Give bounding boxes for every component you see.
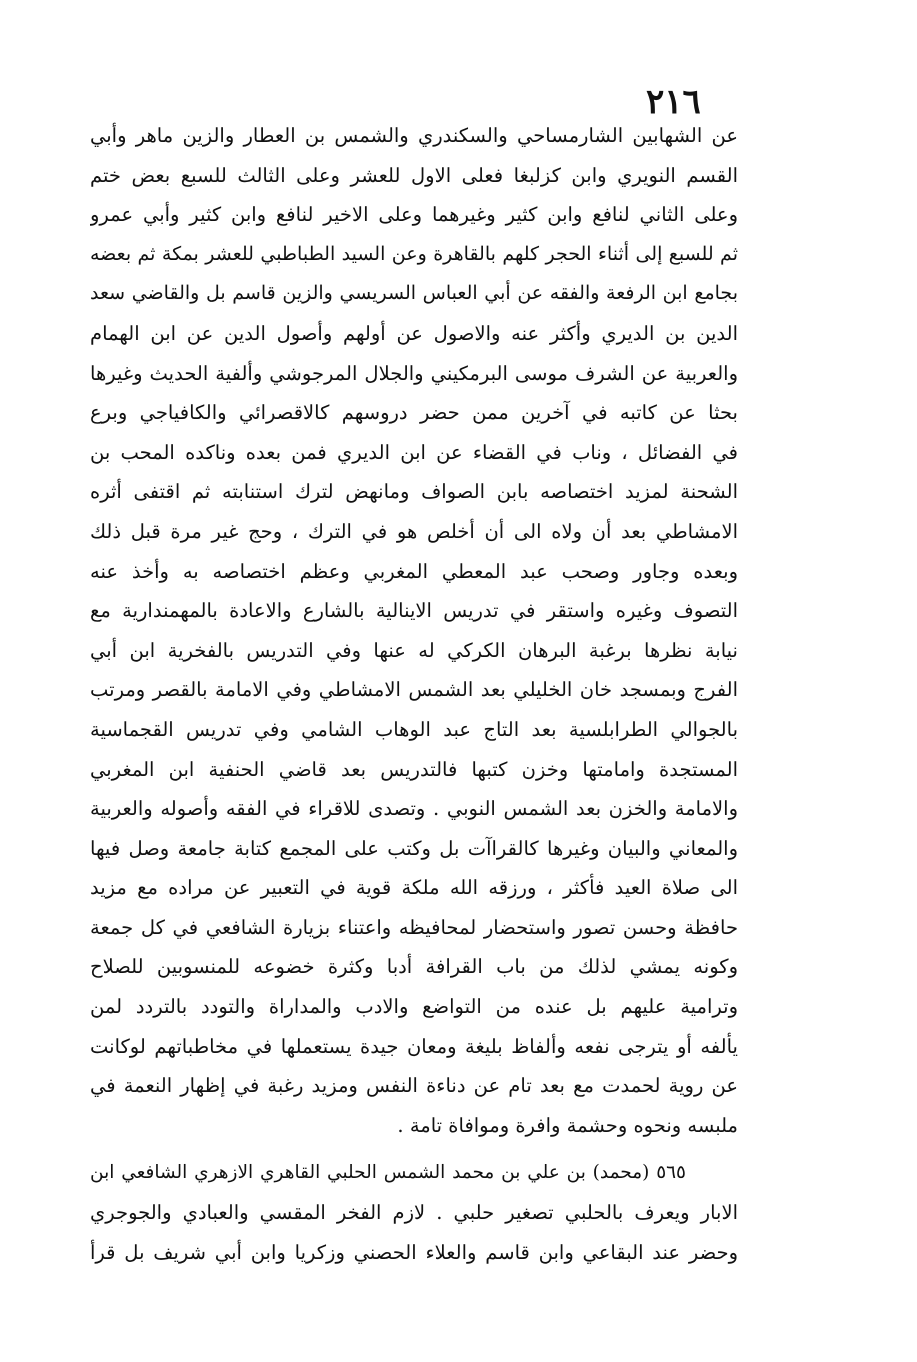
text-line: الشحنة لمزيد اختصاصه بابن الصواف ومانهض لترك استنابته ثم اقتفى أثره xyxy=(90,480,738,504)
text-line: عن روية لحمدت مع بعد تام عن دناءة النفس ومزيد رغبة في إظهار النعمة في xyxy=(90,1074,738,1098)
text-line: بحثا عن كاتبه في آخرين ممن حضر دروسهم كالاقصرائي والكافياجي وبرع xyxy=(90,401,738,425)
body-text xyxy=(90,116,738,1272)
text-line: والمعاني والبيان وغيرها كالقراآت بل وكتب على المجمع كتابة جامعة وصل فيها xyxy=(90,836,738,860)
text-line: وبعده وجاور وصحب عبد المعطي المغربي وعظم اختصاصه به وأخذ عنه xyxy=(90,559,738,583)
text-line: القسم النويري وابن كزلبغا فعلى الاول للعشر وعلى الثالث للسبع بعض ختم xyxy=(90,163,738,187)
text-line: في الفضائل ، وناب في القضاء عن ابن الديري فمن بعده وناكده المحب بن xyxy=(90,440,738,464)
text-line: والامامة والخزن بعد الشمس النوبي . وتصدى للاقراء في الفقه وأصوله والعربية xyxy=(90,797,738,821)
text-line: الامشاطي بعد أن ولاه الى أن أخلص هو في الترك ، وحج غير مرة قبل ذلك xyxy=(90,519,738,543)
text-line: يألفه أو يترجى نفعه وألفاظ بليغة ومعان جيدة يستعملها في مخاطباتهم لوكانت xyxy=(90,1034,738,1058)
text-line: وعلى الثاني لنافع وابن كثير وغيرهما وعلى الاخير لنافع وابن كثير وأبي عمرو xyxy=(90,203,738,227)
text-line: الفرج وبمسجد خان الخليلي بعد الشمس الامشاطي وفي الامامة بالقصر ومرتب xyxy=(90,678,738,702)
text-line: الدين بن الديري وأكثر عنه والاصول عن أولهم وأصول الدين عن ابن الهمام xyxy=(90,321,738,345)
entry-heading-line: ٥٦٥ (محمد) بن علي بن محمد الشمس الحلبي القاهري الازهري الشافعي ابن xyxy=(90,1162,686,1184)
text-line: المستجدة وامامتها وخزن كتبها فالتدريس بعد قاضي الحنفية ابن المغربي xyxy=(90,757,738,781)
text-line: الى صلاة العيد فأكثر ، ورزقه الله ملكة قوية في التعبير عن مراده مع مزيد xyxy=(90,876,738,900)
text-line: والعربية عن الشرف موسى البرمكيني والجلال المرجوشي وألفية الحديث وغيرها xyxy=(90,361,738,385)
text-line: ثم للسبع إلى أثناء الحجر كلهم بالقاهرة وعن السيد الطباطبي للعشر بمكة ثم بعضه xyxy=(90,242,738,265)
paragraph-gap xyxy=(90,1145,738,1153)
text-line: وحضر عند البقاعي وابن قاسم والعلاء الحصني وزكريا وابن أبي شريف بل قرأ xyxy=(90,1240,738,1264)
text-line: التصوف وغيره واستقر في تدريس الاينالية بالشارع والاعادة بالمهمندارية مع xyxy=(90,599,738,623)
text-line: وترامية عليهم بل عنده من التواضع والادب والمداراة والتودد بالتردد لمن xyxy=(90,995,738,1019)
text-line: عن الشهابين الشارمساحي والسكندري والشمس بن العطار والزين ماهر وأبي xyxy=(90,124,738,147)
text-line: بالجوالي الطرابلسية بعد التاج عبد الوهاب الشامي وفي تدريس القجماسية xyxy=(90,717,738,741)
text-line: بجامع ابن الرفعة والفقه عن أبي العباس السريسي والزين قاسم بل والقاضي سعد xyxy=(90,282,738,305)
page-number: ٢١٦ xyxy=(646,82,701,122)
text-line: الابار ويعرف بالحلبي تصغير حلبي . لازم الفخر المقسي والعبادي والجوجري xyxy=(90,1201,738,1225)
text-line-last: ملبسه ونحوه وحشمة وافرة وموافاة تامة . xyxy=(397,1113,738,1137)
text-line: نيابة نظرها برغبة البرهان الكركي له عنها وفي التدريس بالفخرية ابن أبي xyxy=(90,638,738,662)
text-line: وكونه يمشي لذلك من باب القرافة أدبا وكثرة خضوعه للمنسوبين للصلاح xyxy=(90,955,738,979)
text-line: حافظة وحسن تصور واستحضار لمحافيظه واعتناء بزيارة الشافعي في كل جمعة xyxy=(90,915,738,939)
